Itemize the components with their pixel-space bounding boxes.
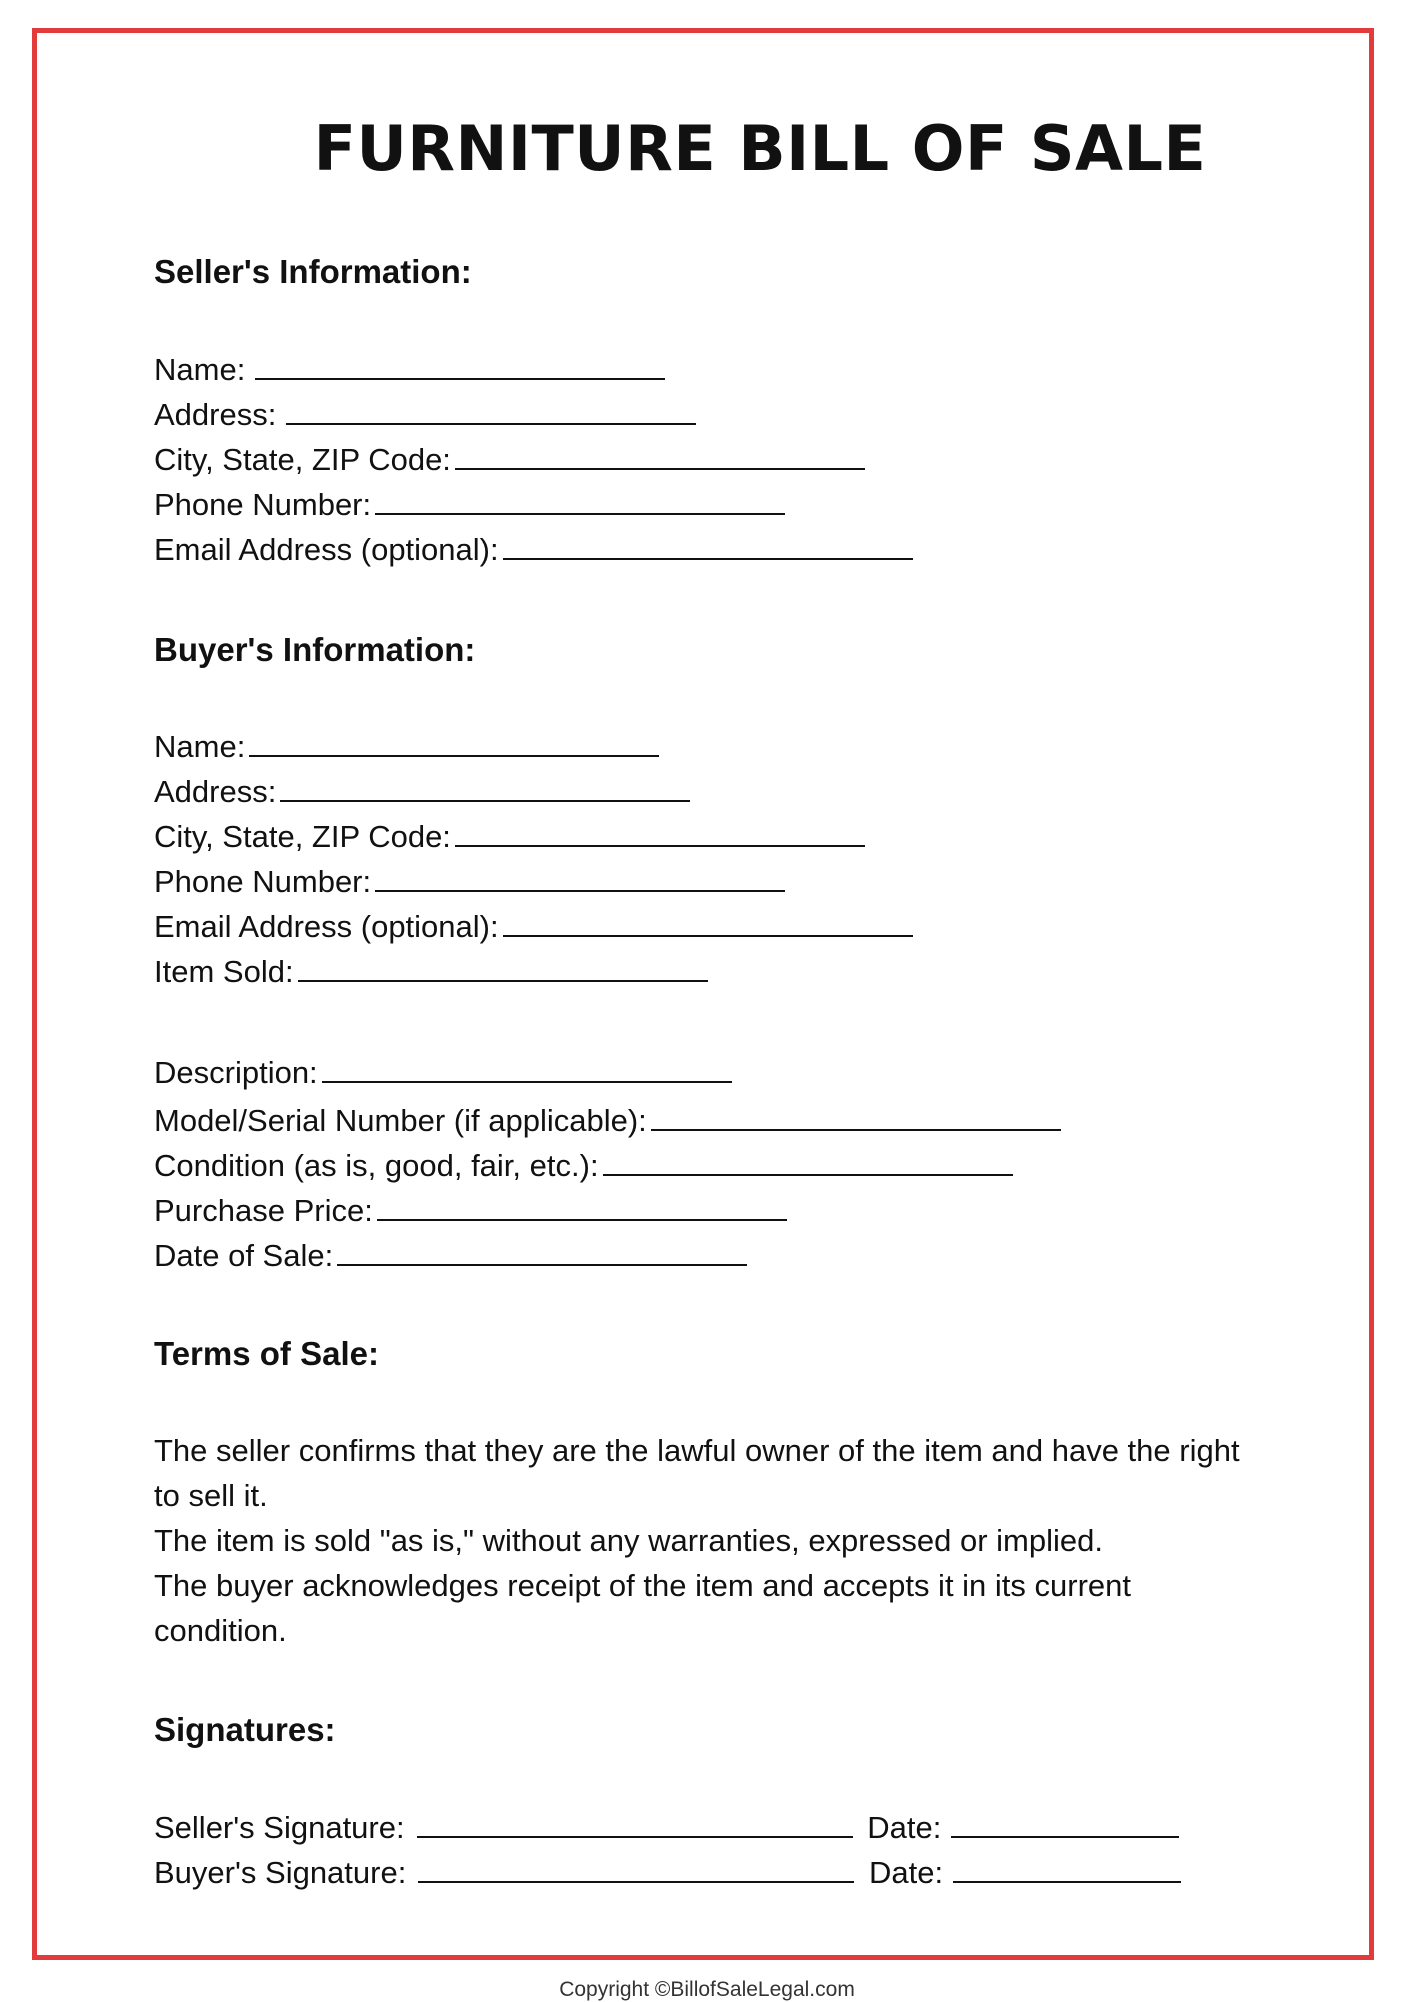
field-label: Buyer's Signature:: [154, 1855, 407, 1890]
buyer-email-field[interactable]: [154, 904, 1284, 949]
copyright-footer: Copyright ©BillofSaleLegal.com: [559, 1978, 855, 2001]
blank-line[interactable]: [322, 1053, 732, 1083]
buyer-city-state-zip-field[interactable]: [154, 814, 1284, 859]
buyer-heading: Buyer's Information:: [154, 631, 476, 668]
signatures-heading: Signatures:: [154, 1711, 336, 1748]
purchase-price-field[interactable]: [154, 1188, 1284, 1233]
field-label: Email Address (optional):: [154, 909, 499, 944]
buyer-signature-line[interactable]: [418, 1853, 854, 1883]
blank-line[interactable]: [280, 772, 690, 802]
seller-section: [154, 252, 1284, 292]
field-label: Date of Sale:: [154, 1238, 334, 1273]
buyer-name-field[interactable]: [154, 724, 1284, 769]
terms-paragraph: The item is sold "as is," without any warranties, expressed or implied.: [154, 1523, 1103, 1558]
seller-phone-field[interactable]: [154, 482, 1284, 527]
buyer-section: [154, 630, 1284, 670]
field-label: Email Address (optional):: [154, 532, 499, 567]
buyer-address-field[interactable]: [154, 769, 1284, 814]
blank-line[interactable]: [286, 395, 696, 425]
condition-field[interactable]: [154, 1143, 1284, 1188]
signature-fields: [154, 1805, 1284, 1895]
field-label: Phone Number:: [154, 487, 372, 522]
field-label: Item Sold:: [154, 954, 294, 989]
blank-line[interactable]: [298, 952, 708, 982]
page-border: [32, 28, 1374, 1960]
buyer-phone-field[interactable]: [154, 859, 1284, 904]
blank-line[interactable]: [249, 727, 659, 757]
field-label: Name:: [154, 352, 246, 387]
blank-line[interactable]: [455, 817, 865, 847]
field-label: Date:: [867, 1810, 942, 1845]
terms-paragraph: The buyer acknowledges receipt of the item and accepts it in its current condition.: [154, 1568, 1131, 1648]
field-label: Seller's Signature:: [154, 1810, 405, 1845]
field-label: Address:: [154, 397, 277, 432]
seller-heading: Seller's Information:: [154, 253, 472, 290]
seller-name-field[interactable]: [154, 347, 1284, 392]
blank-line[interactable]: [375, 862, 785, 892]
date-of-sale-field[interactable]: [154, 1233, 1284, 1278]
buyer-fields: [154, 724, 1284, 994]
field-label: City, State, ZIP Code:: [154, 442, 451, 477]
blank-line[interactable]: [455, 440, 865, 470]
seller-city-state-zip-field[interactable]: [154, 437, 1284, 482]
seller-date-line[interactable]: [951, 1808, 1179, 1838]
field-label: City, State, ZIP Code:: [154, 819, 451, 854]
item-fields: [154, 1048, 1284, 1278]
field-label: Address:: [154, 774, 277, 809]
field-label: Purchase Price:: [154, 1193, 373, 1228]
terms-section: [154, 1334, 1284, 1374]
seller-address-field[interactable]: [154, 392, 1284, 437]
field-label: Condition (as is, good, fair, etc.):: [154, 1148, 599, 1183]
buyer-date-line[interactable]: [953, 1853, 1181, 1883]
document-title: FURNITURE BILL OF SALE: [313, 112, 1207, 185]
seller-email-field[interactable]: [154, 527, 1284, 572]
terms-body: [154, 1428, 1264, 1653]
blank-line[interactable]: [651, 1101, 1061, 1131]
field-label: Phone Number:: [154, 864, 372, 899]
blank-line[interactable]: [255, 350, 665, 380]
blank-line[interactable]: [375, 485, 785, 515]
blank-line[interactable]: [503, 907, 913, 937]
blank-line[interactable]: [337, 1236, 747, 1266]
signatures-section: [154, 1710, 1284, 1750]
seller-signature-row: [154, 1805, 1284, 1850]
blank-line[interactable]: [603, 1146, 1013, 1176]
buyer-signature-row: [154, 1850, 1284, 1895]
description-field[interactable]: [154, 1048, 1284, 1098]
terms-heading: Terms of Sale:: [154, 1335, 379, 1372]
field-label: Model/Serial Number (if applicable):: [154, 1103, 647, 1138]
blank-line[interactable]: [503, 530, 913, 560]
field-label: Name:: [154, 729, 246, 764]
seller-fields: [154, 347, 1284, 572]
field-label: Date:: [868, 1855, 944, 1890]
item-sold-field[interactable]: [154, 949, 1284, 994]
model-serial-field[interactable]: [154, 1098, 1284, 1143]
terms-paragraph: The seller confirms that they are the lawful owner of the item and have the right to sell it.: [154, 1433, 1240, 1513]
seller-signature-line[interactable]: [417, 1808, 853, 1838]
blank-line[interactable]: [377, 1191, 787, 1221]
field-label: Description:: [154, 1055, 318, 1090]
